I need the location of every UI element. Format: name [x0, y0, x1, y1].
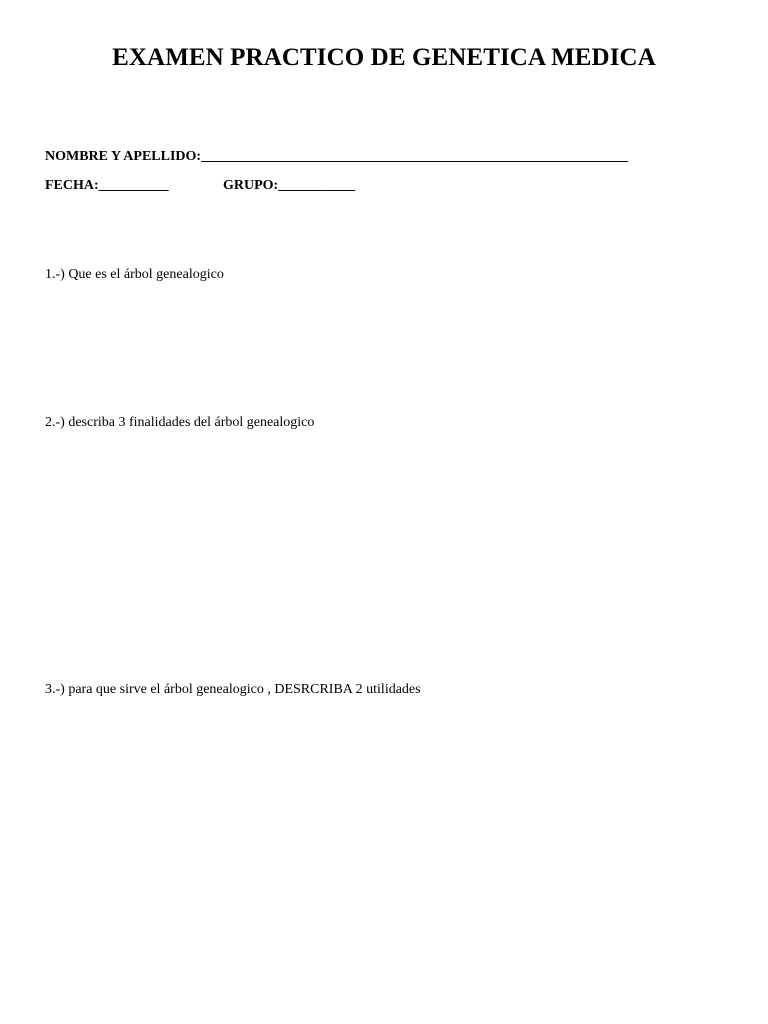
page-title: EXAMEN PRACTICO DE GENETICA MEDICA [112, 44, 656, 71]
name-label: NOMBRE Y APELLIDO: [45, 149, 202, 164]
question-2: 2.-) describa 3 finalidades del árbol genealogico [45, 415, 315, 430]
question-1: 1.-) Que es el árbol genealogico [45, 267, 224, 282]
name-field-row [45, 149, 628, 165]
date-blank-line: __________ [98, 178, 169, 193]
name-blank-line: _____________________________________________________________ [201, 149, 629, 164]
group-label: GRUPO: [223, 178, 279, 193]
question-3: 3.-) para que sirve el árbol genealogico , DESRCRIBA 2 utilidades [45, 682, 421, 697]
group-field-row [223, 178, 355, 194]
date-label: FECHA: [45, 178, 99, 193]
group-blank-line: ___________ [278, 178, 356, 193]
date-field-row [45, 178, 169, 194]
